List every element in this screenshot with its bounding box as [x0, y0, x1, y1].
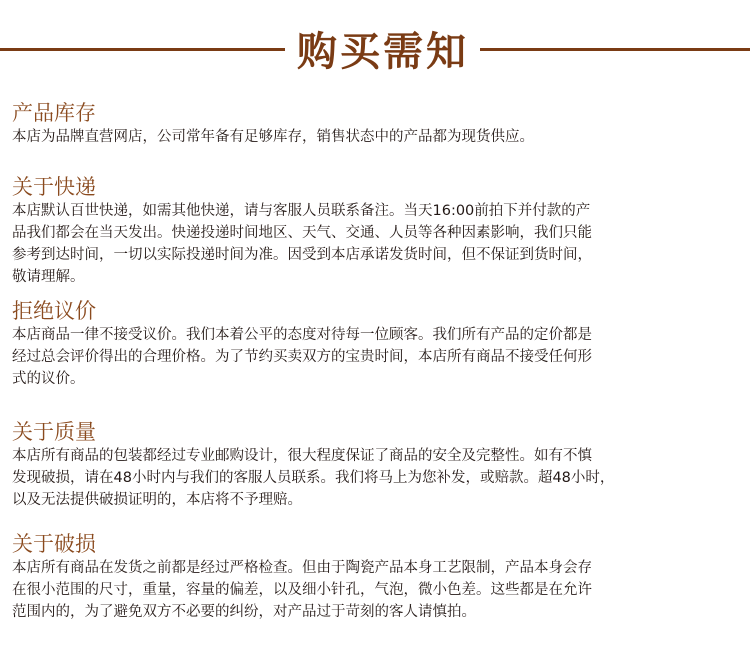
- section-body: [12, 324, 740, 390]
- section-title: 拒绝议价: [12, 299, 96, 323]
- section-title: 关于质量: [12, 420, 96, 444]
- section-line: 参考到达时间，一切以实际投递时间为准。因受到本店承诺发货时间，但不保证到货时间，: [12, 247, 592, 263]
- section-title: 关于快递: [12, 175, 96, 199]
- section-line: 本店所有商品在发货之前都是经过严格检查。但由于陶瓷产品本身工艺限制，产品本身会存: [12, 560, 592, 576]
- section-damage: [12, 532, 740, 623]
- section-line: 品我们都会在当天发出。快递投递时间地区、天气、交通、人员等各种因素影响，我们只能: [12, 225, 592, 241]
- section-line: 本店所有商品的包装都经过专业邮购设计，很大程度保证了商品的安全及完整性。如有不慎: [12, 448, 592, 464]
- page-title: 购买需知: [297, 28, 469, 75]
- section-line: 式的议价。: [12, 371, 85, 387]
- section-line: 本店为品牌直营网店，公司常年备有足够库存，销售状态中的产品都为现货供应。: [12, 129, 534, 145]
- page-header: [0, 22, 750, 82]
- section-line: 本店商品一律不接受议价。我们本着公平的态度对待每一位顾客。我们所有产品的定价都是: [12, 327, 592, 343]
- section-no-bargain: [12, 299, 740, 390]
- section-title: 产品库存: [12, 101, 96, 125]
- section-body: [12, 126, 740, 148]
- section-line: 敬请理解。: [12, 269, 85, 285]
- section-line: 经过总会评价得出的合理价格。为了节约买卖双方的宝贵时间，本店所有商品不接受任何形: [12, 349, 592, 365]
- header-rule-left: [0, 48, 285, 51]
- section-body: [12, 557, 740, 623]
- section-quality: [12, 420, 740, 511]
- section-body: [12, 200, 740, 288]
- section-line: 在很小范围的尺寸，重量，容量的偏差，以及细小针孔，气泡，微小色差。这些都是在允许: [12, 582, 592, 598]
- section-title: 关于破损: [12, 532, 96, 556]
- section-line: 范围内的，为了避免双方不必要的纠纷，对产品过于苛刻的客人请慎拍。: [12, 604, 476, 620]
- section-line: 发现破损，请在48小时内与我们的客服人员联系。我们将马上为您补发，或赔款。超48小时，: [12, 470, 615, 486]
- section-body: [12, 445, 740, 511]
- header-rule-right: [480, 48, 750, 51]
- section-delivery: [12, 175, 740, 288]
- section-stock: [12, 101, 740, 148]
- section-line: 以及无法提供破损证明的，本店将不予理赔。: [12, 492, 302, 508]
- section-line: 本店默认百世快递，如需其他快递，请与客服人员联系备注。当天16:00前拍下并付款的产: [12, 203, 591, 219]
